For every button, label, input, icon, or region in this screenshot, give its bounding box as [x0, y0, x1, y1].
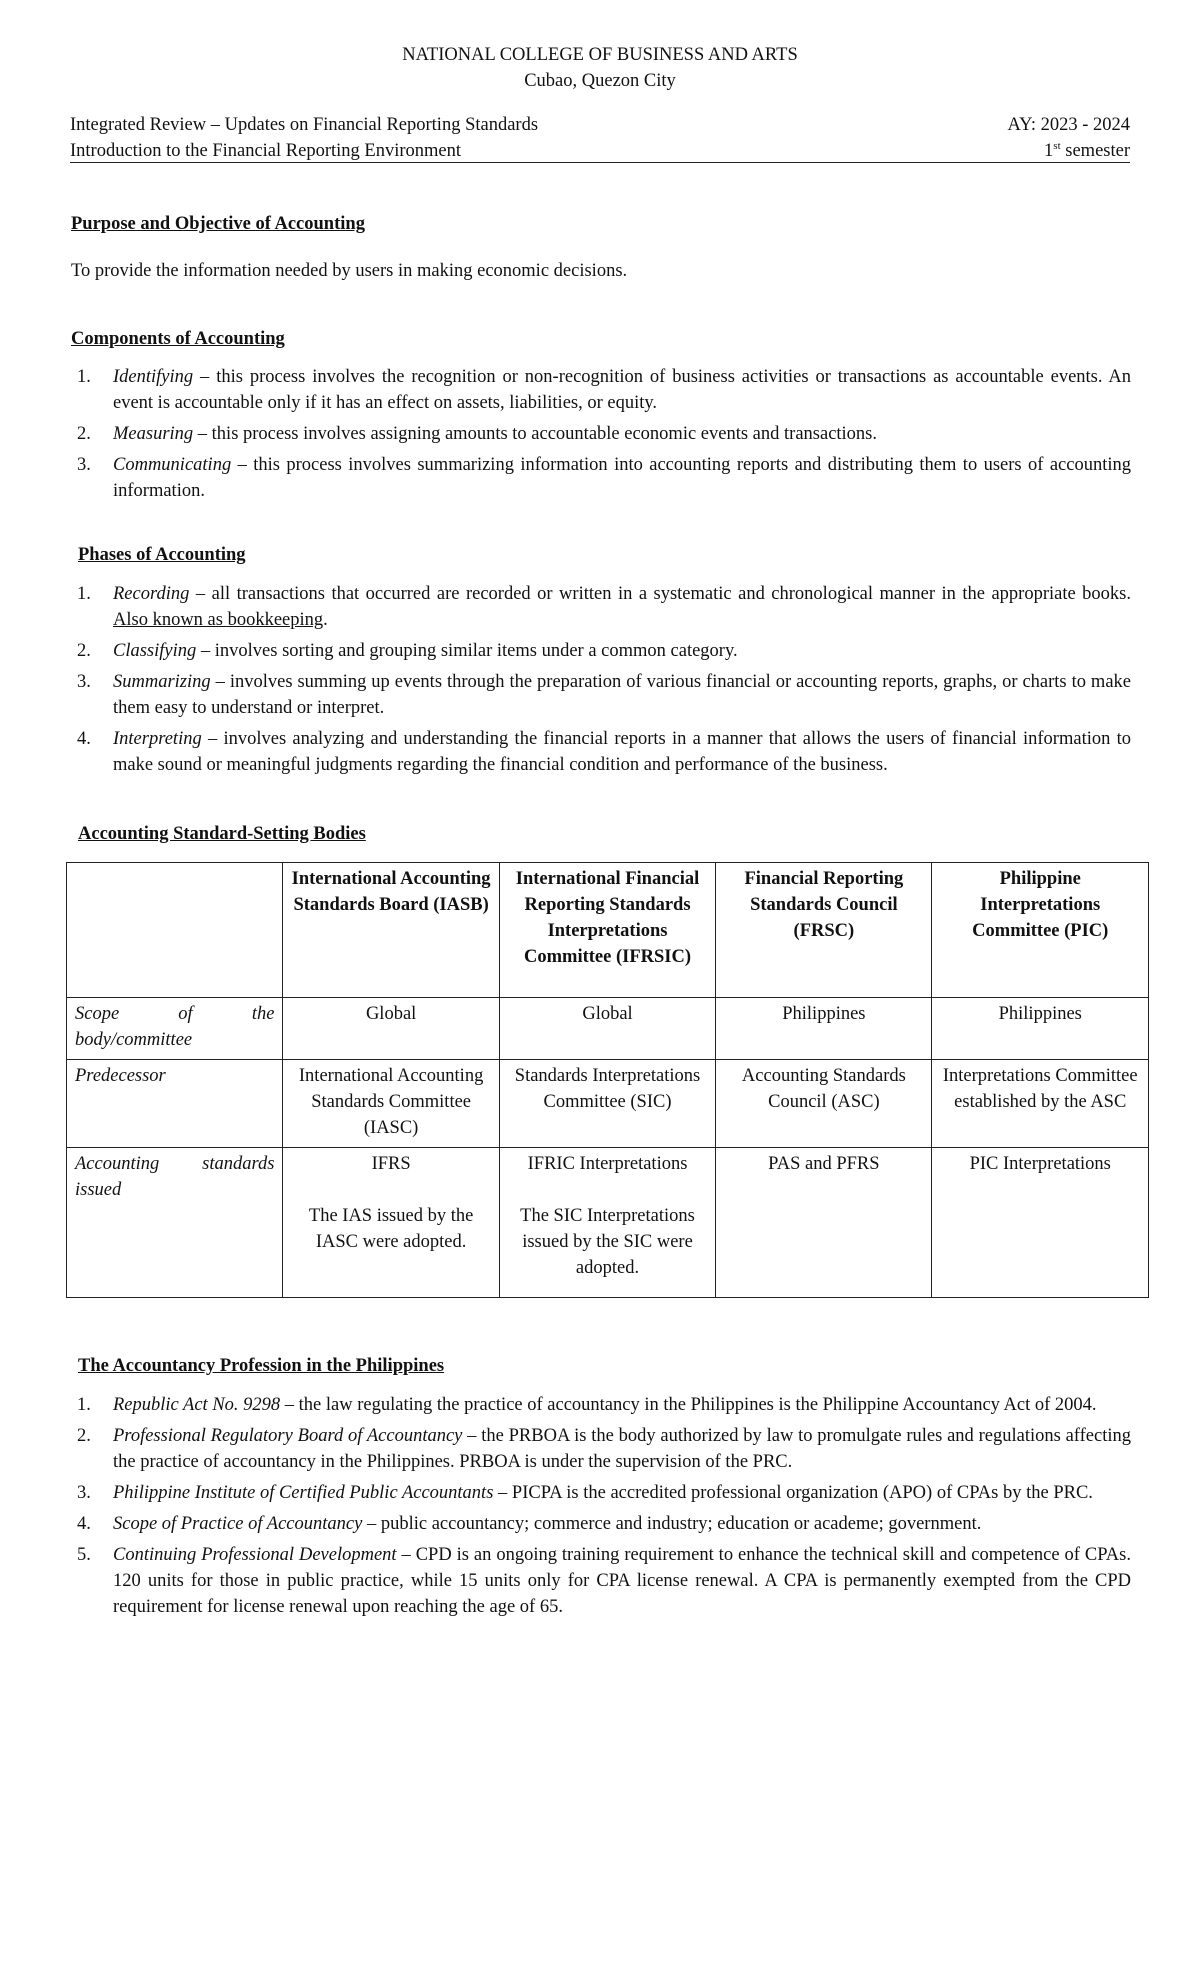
- bookkeeping-note: Also known as bookkeeping: [113, 610, 324, 630]
- column-header: International Financial Reporting Standards Interpretations Committee (IFRSIC): [499, 863, 715, 998]
- course-title: Integrated Review – Updates on Financial Reporting Standards: [70, 115, 539, 135]
- table-cell: Global: [283, 998, 499, 1060]
- cell-note: The SIC Interpretations issued by the SIC were adopted.: [520, 1206, 695, 1278]
- topic-title: Introduction to the Financial Reporting Environment: [70, 141, 461, 161]
- bodies-heading: Accounting Standard-Setting Bodies: [78, 824, 366, 844]
- cell-value: IFRIC Interpretations: [527, 1154, 688, 1174]
- row-label: Predecessor: [67, 1060, 283, 1148]
- table-cell: Global: [499, 998, 715, 1060]
- list-item: 4. Interpreting – involves analyzing and understanding the financial reports in a manner that allows the users of financial information to make sound or meaningful judgments regarding the financial condition and performance of the business.: [77, 729, 1131, 775]
- phases-heading: Phases of Accounting: [78, 545, 246, 565]
- table-cell: Accounting Standards Council (ASC): [716, 1060, 932, 1148]
- components-heading: Components of Accounting: [71, 329, 285, 349]
- list-item: 2. Measuring – this process involves assigning amounts to accountable economic events and transactions.: [77, 424, 878, 444]
- phases-list: [71, 581, 1131, 783]
- table-cell: Philippines: [716, 998, 932, 1060]
- table-row: [67, 998, 1149, 1060]
- components-list: [71, 364, 1131, 509]
- list-item: 1. Republic Act No. 9298 – the law regulating the practice of accountancy in the Philippines is the Philippine Accountancy Act of 2004.: [77, 1395, 1097, 1415]
- table-cell: Philippines: [932, 998, 1149, 1060]
- profession-heading: The Accountancy Profession in the Philippines: [78, 1356, 445, 1376]
- semester: [1044, 141, 1130, 162]
- institution-name: NATIONAL COLLEGE OF BUSINESS AND ARTS: [402, 45, 798, 65]
- column-header: Financial Reporting Standards Council (FRSC): [716, 863, 932, 998]
- header-rule: [70, 162, 1130, 163]
- purpose-text: To provide the information needed by users in making economic decisions.: [71, 261, 628, 281]
- list-item: 3. Philippine Institute of Certified Public Accountants – PICPA is the accredited professional organization (APO) of CPAs by the PRC.: [77, 1483, 1093, 1503]
- list-item: 3. Summarizing – involves summing up events through the preparation of various financial or accounting reports, graphs, or charts to make them easy to understand or interpret.: [77, 672, 1131, 718]
- table-cell: Standards Interpretations Committee (SIC): [499, 1060, 715, 1148]
- table-row: [67, 1148, 1149, 1298]
- standard-setting-table: [66, 862, 1149, 1298]
- cell-value: IFRS: [371, 1154, 411, 1174]
- semester-word: semester: [1060, 141, 1130, 161]
- list-item: 1. Identifying – this process involves the recognition or non-recognition of business activities or transactions as accountable events. An event is accountable only if it has an effect on assets, liabilities, or equity.: [77, 367, 1131, 413]
- topic-row: [70, 141, 1130, 162]
- column-header: Philippine Interpretations Committee (PIC): [932, 863, 1149, 998]
- list-item: 1. Recording – all transactions that occurred are recorded or written in a systematic and chronological manner in the appropriate books. Also known as bookkeeping.: [77, 584, 1131, 630]
- table-cell: International Accounting Standards Committee (IASC): [283, 1060, 499, 1148]
- list-item: 5. Continuing Professional Development – CPD is an ongoing training requirement to enhance the technical skill and competence of CPAs. 120 units for those in public practice, while 15 units only for CPA license renewal. A CPA is permanently exempted from the CPD requirement for license renewal upon reaching the age of 65.: [77, 1545, 1131, 1617]
- row-label: Scope of the body/committee: [67, 998, 283, 1060]
- semester-number: 1: [1044, 141, 1054, 161]
- list-item: 2. Professional Regulatory Board of Accountancy – the PRBOA is the body authorized by law to promulgate rules and regulations affecting the practice of accountancy in the Philippines. PRBOA is under the supervision of the PRC.: [77, 1426, 1131, 1472]
- list-item: 2. Classifying – involves sorting and grouping similar items under a common category.: [77, 641, 738, 661]
- column-header: International Accounting Standards Board (IASB): [283, 863, 499, 998]
- table-cell: [716, 1148, 932, 1298]
- table-cell: [283, 1148, 499, 1298]
- table-cell: [499, 1148, 715, 1298]
- academic-year: AY: 2023 - 2024: [1007, 115, 1130, 135]
- table-cell: Interpretations Committee established by the ASC: [932, 1060, 1149, 1148]
- course-row: [70, 115, 1130, 136]
- table-header-row: [67, 863, 1149, 998]
- purpose-heading: Purpose and Objective of Accounting: [71, 214, 365, 234]
- cell-note: The IAS issued by the IASC were adopted.: [308, 1206, 474, 1252]
- list-item: 4. Scope of Practice of Accountancy – public accountancy; commerce and industry; education or academe; government.: [77, 1514, 982, 1534]
- semester-suffix: st: [1053, 139, 1061, 152]
- row-label: Accounting standards issued: [67, 1148, 283, 1298]
- institution-location: Cubao, Quezon City: [524, 71, 676, 91]
- cell-value: PIC Interpretations: [969, 1154, 1111, 1174]
- table-corner-cell: [67, 863, 283, 998]
- table-cell: [932, 1148, 1149, 1298]
- table-row: [67, 1060, 1149, 1148]
- cell-value: PAS and PFRS: [768, 1154, 880, 1174]
- profession-list: [71, 1392, 1131, 1625]
- list-item: 3. Communicating – this process involves summarizing information into accounting reports and distributing them to users of accounting information.: [77, 455, 1131, 501]
